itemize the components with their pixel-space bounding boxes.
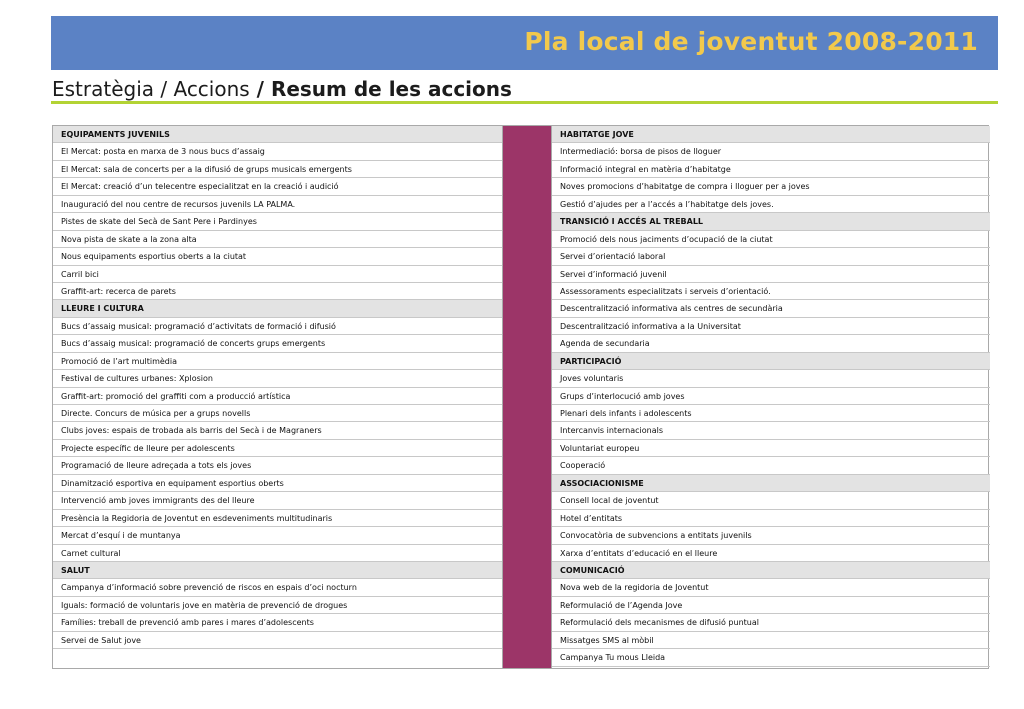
action-item: Consell local de joventut [552,492,990,509]
action-item: Carnet cultural [53,545,502,562]
action-item: Mercat d’esquí i de muntanya [53,527,502,544]
middle-color-band [502,126,552,668]
section-header: LLEURE I CULTURA [53,300,502,317]
action-item: El Mercat: creació d’un telecentre especialitzat en la creació i audició [53,178,502,195]
column-filler [552,667,990,668]
action-item: Servei d’informació juvenil [552,266,990,283]
header-banner [51,16,998,70]
action-item: Nova web de la regidoria de Joventut [552,579,990,596]
action-item: Noves promocions d’habitatge de compra i lloguer per a joves [552,178,990,195]
column-filler [53,649,502,668]
action-item: Xarxa d’entitats d’educació en el lleure [552,545,990,562]
action-item: Hotel d’entitats [552,510,990,527]
action-item: Graffit-art: promoció del graffiti com a producció artística [53,388,502,405]
action-item: Campanya Tu mous Lleida [552,649,990,666]
action-item: Reformulació de l’Agenda Jove [552,597,990,614]
action-item: Plenari dels infants i adolescents [552,405,990,422]
action-item: Bucs d’assaig musical: programació d’activitats de formació i difusió [53,318,502,335]
right-actions-column [552,126,990,668]
action-item: Agenda de secundaria [552,335,990,352]
action-item: Projecte específic de lleure per adolescents [53,440,502,457]
action-item: Bucs d’assaig musical: programació de concerts grups emergents [53,335,502,352]
action-item: Presència la Regidoria de Joventut en esdeveniments multitudinaris [53,510,502,527]
accent-divider [51,101,998,104]
action-item: Intercanvis internacionals [552,422,990,439]
action-item: El Mercat: posta en marxa de 3 nous bucs d’assaig [53,143,502,160]
action-item: Assessoraments especialitzats i serveis d’orientació. [552,283,990,300]
action-item: Promoció de l’art multimèdia [53,353,502,370]
action-item: Dinamització esportiva en equipament esportius oberts [53,475,502,492]
action-item: Festival de cultures urbanes: Xplosion [53,370,502,387]
action-item: Informació integral en matèria d’habitatge [552,161,990,178]
action-item: Nova pista de skate a la zona alta [53,231,502,248]
action-item: Iguals: formació de voluntaris jove en matèria de prevenció de drogues [53,597,502,614]
action-item: Cooperació [552,457,990,474]
action-item: Gestió d’ajudes per a l’accés a l’habitatge dels joves. [552,196,990,213]
action-item: Programació de lleure adreçada a tots els joves [53,457,502,474]
action-item: El Mercat: sala de concerts per a la difusió de grups musicals emergents [53,161,502,178]
document-title: Pla local de joventut 2008-2011 [524,27,978,56]
action-item: Intermediació: borsa de pisos de lloguer [552,143,990,160]
action-item: Directe. Concurs de música per a grups novells [53,405,502,422]
breadcrumb-current: Resum de les accions [270,77,512,101]
action-item: Clubs joves: espais de trobada als barris del Secà i de Magraners [53,422,502,439]
action-item: Descentralització informativa a la Universitat [552,318,990,335]
section-breadcrumb [52,77,512,101]
section-header: EQUIPAMENTS JUVENILS [53,126,502,143]
action-item: Convocatòria de subvencions a entitats juvenils [552,527,990,544]
action-item: Servei de Salut jove [53,632,502,649]
left-actions-column [53,126,502,668]
action-item: Campanya d’informació sobre prevenció de riscos en espais d’oci nocturn [53,579,502,596]
action-item: Grups d’interlocució amb joves [552,388,990,405]
action-item: Missatges SMS al mòbil [552,632,990,649]
breadcrumb-separator: / [249,77,271,101]
action-item: Voluntariat europeu [552,440,990,457]
actions-table [52,125,989,669]
section-header: TRANSICIÓ I ACCÉS AL TREBALL [552,213,990,230]
action-item: Servei d’orientació laboral [552,248,990,265]
breadcrumb-path: Estratègia / Accions [52,77,250,101]
section-header: HABITATGE JOVE [552,126,990,143]
action-item: Reformulació dels mecanismes de difusió puntual [552,614,990,631]
action-item: Promoció dels nous jaciments d’ocupació de la ciutat [552,231,990,248]
action-item: Graffit-art: recerca de parets [53,283,502,300]
section-header: PARTICIPACIÓ [552,353,990,370]
action-item: Intervenció amb joves immigrants des del lleure [53,492,502,509]
action-item: Pistes de skate del Secà de Sant Pere i Pardinyes [53,213,502,230]
action-item: Famílies: treball de prevenció amb pares i mares d’adolescents [53,614,502,631]
action-item: Inauguració del nou centre de recursos juvenils LA PALMA. [53,196,502,213]
action-item: Joves voluntaris [552,370,990,387]
action-item: Carril bici [53,266,502,283]
action-item: Nous equipaments esportius oberts a la ciutat [53,248,502,265]
section-header: SALUT [53,562,502,579]
section-header: COMUNICACIÓ [552,562,990,579]
action-item: Descentralització informativa als centres de secundària [552,300,990,317]
section-header: ASSOCIACIONISME [552,475,990,492]
